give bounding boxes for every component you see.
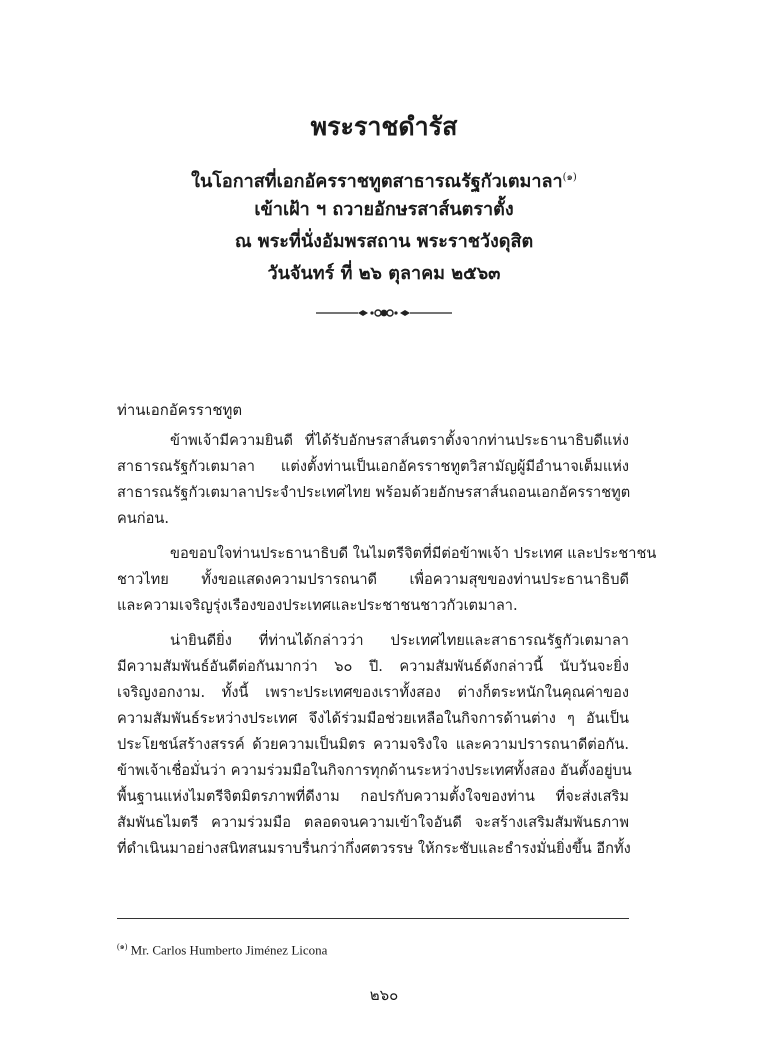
subtitle-line-1 <box>0 165 768 195</box>
paragraph-line: มีความสัมพันธ์อันดีต่อกันมากว่า ๖๐ ปี. ความสัมพันธ์ดังกล่าวนี้ นับวันจะยิ่ง <box>117 658 629 675</box>
paragraph-line: สาธารณรัฐกัวเตมาลา แต่งตั้งท่านเป็นเอกอัครราชทูตวิสามัญผู้มีอำนาจเต็มแห่ง <box>117 458 629 475</box>
paragraph-line: ประโยชน์สร้างสรรค์ ด้วยความเป็นมิตร ความจริงใจ และความปรารถนาดีต่อกัน. <box>117 736 629 753</box>
paragraph-line: และความเจริญรุ่งเรืองของประเทศและประชาชนชาวกัวเตมาลา. <box>117 597 518 614</box>
paragraph-3 <box>117 628 632 862</box>
paragraph-line: สัมพันธไมตรี ความร่วมมือ ตลอดจนความเข้าใจอันดี จะสร้างเสริมสัมพันธภาพ <box>117 814 629 831</box>
paragraph-line: ข้าพเจ้าเชื่อมั่นว่า ความร่วมมือในกิจการทุกด้านระหว่างประเทศทั้งสอง อันตั้งอยู่บน <box>117 762 632 779</box>
paragraph-line: ข้าพเจ้ามีความยินดี ที่ได้รับอักษรสาส์นตราตั้งจากท่านประธานาธิบดีแห่ง <box>170 432 629 449</box>
footnote-mark: (๑) <box>117 942 128 951</box>
paragraph-line: สาธารณรัฐกัวเตมาลาประจำประเทศไทย พร้อมด้วยอักษรสาส์นถอนเอกอัครราชทูต <box>117 484 631 501</box>
paragraph-line: เจริญงอกงาม. ทั้งนี้ เพราะประเทศของเราทั้งสอง ต่างก็ตระหนักในคุณค่าของ <box>117 684 629 701</box>
paragraph-2 <box>117 541 657 619</box>
paragraph-line: น่ายินดียิ่ง ที่ท่านได้กล่าวว่า ประเทศไทยและสาธารณรัฐกัวเตมาลา <box>170 632 629 649</box>
subtitle-line-2: เข้าเฝ้า ฯ ถวายอักษรสาส์นตราตั้ง <box>254 199 514 220</box>
paragraph-line: คนก่อน. <box>117 510 169 527</box>
footnote-reference: (๑) <box>562 172 577 183</box>
paragraph-1 <box>117 428 629 532</box>
page-title: พระราชดำรัส <box>310 112 458 141</box>
footnote <box>117 937 327 960</box>
subtitle-line-1-text: ในโอกาสที่เอกอัครราชทูตสาธารณรัฐกัวเตมาลา <box>191 171 563 192</box>
subtitle-line-4: วันจันทร์ ที่ ๒๖ ตุลาคม ๒๕๖๓ <box>267 263 501 284</box>
footnote-divider <box>117 918 629 919</box>
ornament-divider <box>316 306 452 320</box>
page-number: ๒๖๐ <box>369 986 399 1004</box>
subtitle-line-3: ณ พระที่นั่งอัมพรสถาน พระราชวังดุสิต <box>234 231 534 252</box>
paragraph-line: ขอขอบใจท่านประธานาธิบดี ในไมตรีจิตที่มีต่อข้าพเจ้า ประเทศ และประชาชน <box>170 545 657 562</box>
paragraph-line: ความสัมพันธ์ระหว่างประเทศ จึงได้ร่วมมือช่วยเหลือในกิจการด้านต่าง ๆ อันเป็น <box>117 710 629 727</box>
paragraph-line: พื้นฐานแห่งไมตรีจิตมิตรภาพที่ดีงาม กอปรกับความตั้งใจของท่าน ที่จะส่งเสริม <box>117 788 629 805</box>
paragraph-line: ชาวไทย ทั้งขอแสดงความปรารถนาดี เพื่อความสุขของท่านประธานาธิบดี <box>117 571 629 588</box>
salutation: ท่านเอกอัครราชทูต <box>117 401 243 419</box>
footnote-text: Mr. Carlos Humberto Jiménez Licona <box>130 942 328 958</box>
paragraph-line: ที่ดำเนินมาอย่างสนิทสนมราบรื่นกว่ากึ่งศตวรรษ ให้กระชับและธำรงมั่นยิ่งขึ้น อีกทั้ง <box>117 840 631 857</box>
